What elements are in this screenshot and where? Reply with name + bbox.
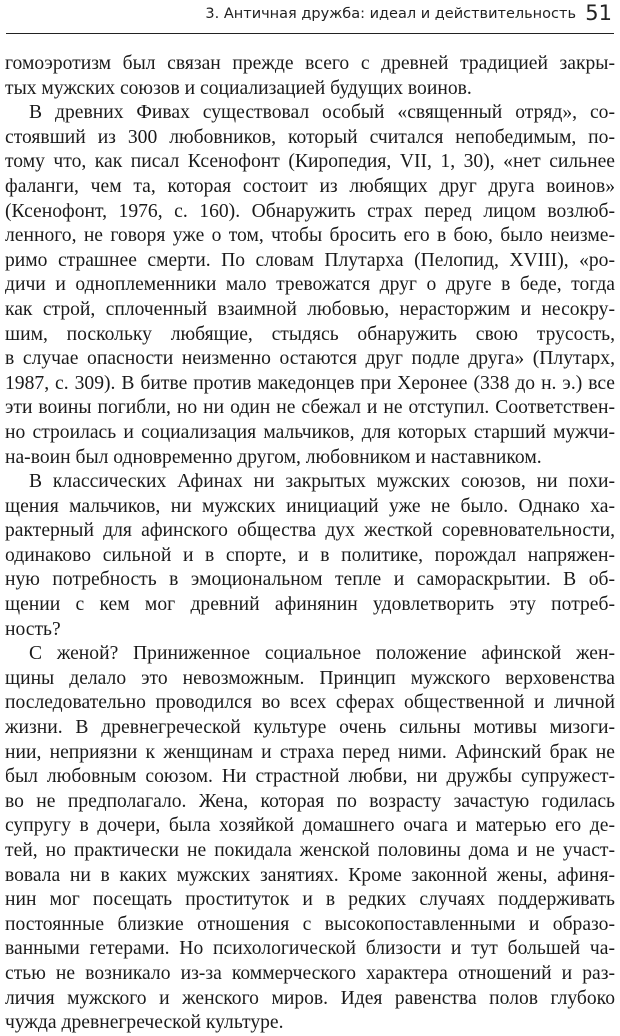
text-line: С женой? Приниженное социальное положение афинской жен-	[29, 643, 615, 665]
text-line: тому что, как писал Ксенофонт (Киропедия, VII, 1, 30), «нет сильнее	[5, 151, 615, 173]
text-line: римо страшнее смерти. По словам Плутарха (Пелопид, XVIII), «ро-	[5, 249, 615, 271]
text-line: щении с кем мог древний афинянин удовлетворить эту потреб-	[5, 594, 615, 616]
text-line: В классических Афинах ни закрытых мужских союзов, ни похи-	[29, 471, 615, 493]
text-line: гомоэротизм был связан прежде всего с древней традицией закры-	[5, 53, 615, 74]
text-line: ность?	[5, 618, 61, 640]
text-line: ную потребность в эмоциональном тепле и самораскрытии. В об-	[5, 569, 615, 591]
text-line: В древних Фивах существовал особый «священный отряд», со-	[29, 102, 615, 124]
page-number: 51	[585, 1, 612, 25]
text-line: жизни. В древнегреческой культуре очень сильны мотивы мизоги-	[5, 717, 615, 739]
text-line: (Ксенофонт, 1976, с. 160). Обнаружить страх перед лицом возлюб-	[5, 200, 615, 222]
text-line: эти воины погибли, но ни один не сбежал и не отступил. Соответствен-	[5, 397, 615, 419]
text-line: во не предполагало. Жена, которая по возрасту зачастую годилась	[5, 790, 615, 812]
text-line: чужда древнегреческой культуре.	[5, 1012, 284, 1034]
text-line: фаланги, чем та, которая состоит из любящих друг друга воинов»	[5, 175, 615, 197]
text-line: в случае опасности неизменно остаются друг подле друга» (Плутарх,	[5, 348, 615, 370]
text-line: был любовным союзом. Ни страстной любви, ни дружбы супружест-	[5, 766, 615, 788]
text-line: ленного, не говоря уже о том, чтобы бросить его в бою, было неизме-	[5, 225, 615, 247]
text-line: одинаково сильной и в спорте, и в политике, порождал напряжен-	[5, 544, 615, 566]
text-line: щения мальчиков, ни мужских инициаций уже не было. Однако ха-	[5, 495, 615, 517]
text-line: на-воин был одновременно другом, любовником и наставником.	[5, 446, 542, 468]
text-line: нин мог посещать проституток и в редких случаях поддерживать	[5, 889, 615, 911]
text-line: стоявший из 300 любовников, который считался непобедимым, по-	[5, 126, 615, 148]
text-line: вовала ни в каких мужских занятиях. Кроме законной жены, афиня-	[5, 864, 615, 886]
text-line: стью не возникало из-за коммерческого характера отношений и раз-	[5, 962, 615, 984]
text-line: 1987, с. 309). В битве против македонцев при Херонее (338 до н. э.) все	[5, 372, 615, 394]
text-line: тых мужских союзов и социализацией будущих воинов.	[5, 77, 472, 99]
text-line: как строй, сплоченный взаимной любовью, нерасторжим и несокру-	[5, 298, 615, 320]
text-line: последовательно проводился во всех сферах общественной и личной	[5, 692, 615, 714]
text-line: личия мужского и женского миров. Идея равенства полов глубоко	[5, 987, 615, 1009]
text-line: шим, поскольку любящие, стыдясь обнаружить свою трусость,	[5, 323, 615, 345]
text-line: рактерный для афинского общества дух жесткой соревновательности,	[5, 520, 615, 542]
running-header	[6, 0, 614, 34]
text-line: щины делало это невозможным. Принцип мужского верховенства	[5, 667, 615, 689]
text-line: дичи и одноплеменники мало тревожатся друг о друге в беде, тогда	[5, 274, 615, 296]
text-line: но строилась и социализация мальчиков, для которых старший мужчи-	[5, 421, 615, 443]
text-line: ванными гетерами. Но психологической близости и тут большей ча-	[5, 938, 615, 960]
body-text	[5, 52, 615, 1036]
text-line: тей, но практически не покидала женской половины дома и не участ-	[5, 840, 615, 861]
text-line: постоянные близкие отношения с высокопоставленными и образо-	[5, 913, 615, 935]
running-title: 3. Античная дружба: идеал и действительность	[205, 6, 576, 22]
text-line: супругу в дочери, была хозяйкой домашнего очага и матерью его де-	[5, 815, 615, 837]
text-line: нии, неприязни к женщинам и страха перед ними. Афинский брак не	[5, 741, 615, 763]
